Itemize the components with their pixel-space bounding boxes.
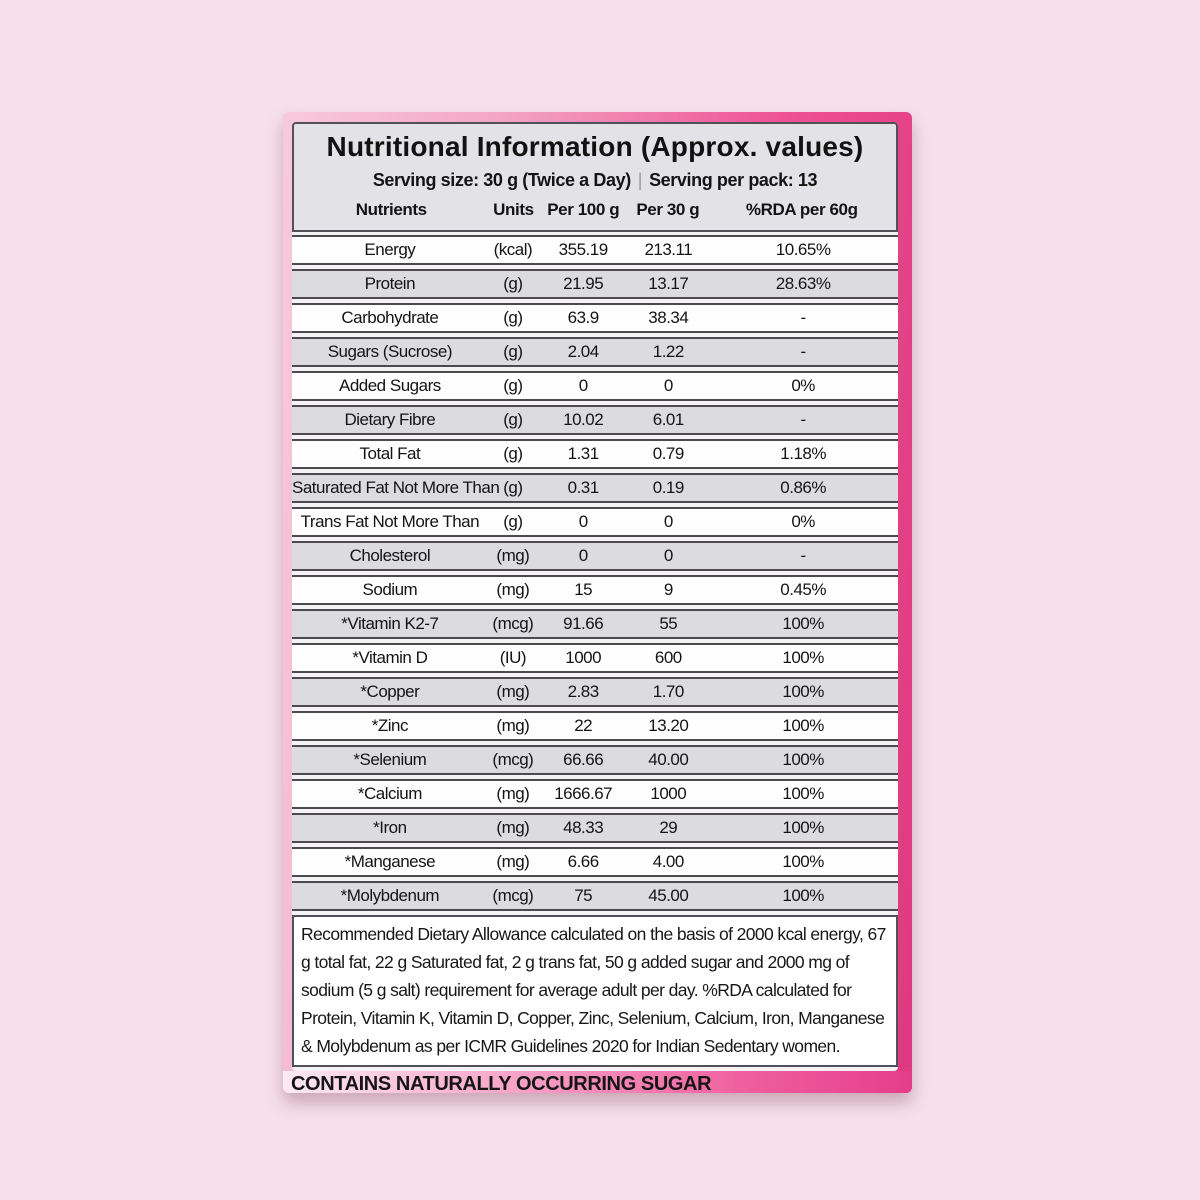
nutrient-name: Sugars (Sucrose) (327, 342, 452, 361)
rda-value: 100% (782, 886, 824, 905)
rda-value: 28.63% (775, 274, 831, 293)
nutrient-name: Total Fat (359, 444, 421, 463)
per-30g-value: 45.00 (648, 886, 689, 905)
rda-value: 100% (782, 682, 824, 701)
per-30g-value: 38.34 (648, 308, 689, 327)
table-row (292, 711, 898, 741)
rda-value: 100% (782, 648, 824, 667)
nutrient-units: (mg) (496, 682, 530, 701)
rda-value: 100% (782, 818, 824, 837)
table-row (292, 609, 898, 639)
per-100g-value: 0 (578, 546, 588, 565)
column-header-per-30g: Per 30 g (636, 200, 700, 219)
per-30g-value: 13.17 (648, 274, 689, 293)
table-row (292, 337, 898, 367)
rda-value: 0.45% (780, 580, 826, 599)
per-30g-value: 4.00 (652, 852, 684, 871)
per-30g-value: 9 (663, 580, 673, 599)
table-row (292, 575, 898, 605)
per-30g-value: 213.11 (644, 240, 693, 259)
nutrient-units: (g) (503, 308, 523, 327)
nutrient-name: Trans Fat Not More Than (300, 512, 480, 531)
per-30g-value: 1000 (650, 784, 687, 803)
table-row (292, 881, 898, 911)
nutrient-name: Sodium (362, 580, 418, 599)
serving-info (294, 170, 896, 191)
nutrient-name: *Calcium (357, 784, 422, 803)
rda-value: - (800, 342, 806, 361)
nutrient-units: (g) (503, 478, 523, 497)
column-header-per-100g: Per 100 g (547, 200, 620, 219)
nutrient-name: *Selenium (353, 750, 427, 769)
rda-value: 0% (791, 376, 815, 395)
column-header-nutrients: Nutrients (355, 200, 427, 219)
table-row (292, 439, 898, 469)
nutrient-units: (mcg) (492, 750, 534, 769)
rda-value: - (800, 308, 806, 327)
per-100g-value: 2.04 (567, 342, 599, 361)
per-30g-value: 1.22 (652, 342, 684, 361)
sugar-disclaimer-banner: CONTAINS NATURALLY OCCURRING SUGAR (283, 1071, 912, 1093)
nutrient-name: Carbohydrate (341, 308, 439, 327)
table-row (292, 235, 898, 265)
serving-per-pack: Serving per pack: 13 (649, 170, 818, 190)
title-block (292, 122, 898, 232)
rda-footnote: Recommended Dietary Allowance calculated on the basis of 2000 kcal energy, 67 g total fat, 22 g Saturated fat, 2 g trans fat, 50 g added sugar and 2000 mg of sodium (5 g salt) requirement for average adult per day. %RDA calculated for Protein, Vitamin K, Vitamin D, Copper, Zinc, Selenium, Calcium, Iron, Manganese & Molybdenum as per ICMR Guidelines 2020 for Indian Sedentary women. (292, 915, 898, 1067)
per-100g-value: 1666.67 (554, 784, 613, 803)
per-100g-value: 355.19 (558, 240, 608, 259)
per-100g-value: 0 (578, 512, 588, 531)
nutrient-units: (mcg) (492, 614, 534, 633)
nutrition-label-panel (283, 112, 912, 1093)
nutrient-name: *Iron (373, 818, 407, 837)
nutrient-name: *Vitamin K2-7 (341, 614, 439, 633)
nutrient-units: (IU) (499, 648, 527, 667)
per-30g-value: 40.00 (648, 750, 689, 769)
per-30g-value: 13.20 (648, 716, 689, 735)
serving-size: Serving size: 30 g (Twice a Day) (372, 170, 631, 190)
per-30g-value: 0 (663, 546, 673, 565)
per-100g-value: 21.95 (563, 274, 604, 293)
rda-value: 0.86% (780, 478, 826, 497)
nutrient-name: *Molybdenum (340, 886, 440, 905)
per-30g-value: 6.01 (652, 410, 684, 429)
table-row (292, 677, 898, 707)
nutrient-units: (mg) (496, 784, 530, 803)
per-100g-value: 0.31 (567, 478, 599, 497)
nutrient-units: (mcg) (492, 886, 534, 905)
per-100g-value: 22 (574, 716, 593, 735)
table-row (292, 269, 898, 299)
nutrient-name: Dietary Fibre (344, 410, 436, 429)
table-row (292, 813, 898, 843)
column-header-units: Units (493, 200, 534, 219)
per-100g-value: 48.33 (563, 818, 604, 837)
nutrient-units: (g) (503, 342, 523, 361)
nutrient-name: Protein (364, 274, 416, 293)
table-row (292, 779, 898, 809)
table-row (292, 541, 898, 571)
table-row (292, 473, 898, 503)
rda-value: 10.65% (775, 240, 831, 259)
table-row (292, 405, 898, 435)
nutrition-title: Nutritional Information (Approx. values) (326, 131, 864, 162)
rda-value: - (800, 410, 806, 429)
rda-value: 1.18% (780, 444, 826, 463)
nutrient-units: (g) (503, 274, 523, 293)
rda-value: 0% (791, 512, 815, 531)
table-row (292, 371, 898, 401)
per-30g-value: 0 (663, 512, 673, 531)
per-30g-value: 0.79 (652, 444, 684, 463)
per-100g-value: 10.02 (563, 410, 604, 429)
nutrient-name: Cholesterol (349, 546, 431, 565)
nutrient-name: *Vitamin D (352, 648, 428, 667)
rda-value: 100% (782, 614, 824, 633)
nutrient-units: (g) (503, 512, 523, 531)
nutrient-units: (kcal) (493, 240, 533, 259)
nutrient-units: (mg) (496, 546, 530, 565)
per-100g-value: 6.66 (567, 852, 599, 871)
nutrient-units: (g) (503, 444, 523, 463)
nutrient-units: (mg) (496, 580, 530, 599)
nutrient-name: Energy (364, 240, 416, 259)
nutrient-name: *Copper (360, 682, 420, 701)
nutrient-name: *Zinc (371, 716, 408, 735)
nutrient-name: Added Sugars (338, 376, 441, 395)
per-100g-value: 75 (574, 886, 593, 905)
per-100g-value: 1000 (565, 648, 602, 667)
nutrient-name: *Manganese (344, 852, 436, 871)
rda-value: 100% (782, 784, 824, 803)
per-30g-value: 55 (659, 614, 678, 633)
per-30g-value: 0 (663, 376, 673, 395)
nutrient-units: (g) (503, 410, 523, 429)
table-row (292, 745, 898, 775)
per-30g-value: 29 (659, 818, 678, 837)
per-100g-value: 15 (574, 580, 593, 599)
table-row (292, 507, 898, 537)
rda-value: 100% (782, 716, 824, 735)
table-row (292, 643, 898, 673)
nutrient-units: (g) (503, 376, 523, 395)
per-100g-value: 2.83 (567, 682, 599, 701)
per-100g-value: 63.9 (567, 308, 599, 327)
nutrient-name: Saturated Fat Not More Than (292, 478, 500, 497)
rda-value: 100% (782, 750, 824, 769)
per-30g-value: 1.70 (652, 682, 684, 701)
table-header-row (294, 200, 896, 220)
nutrients-table (292, 235, 898, 911)
per-30g-value: 600 (654, 648, 682, 667)
nutrient-units: (mg) (496, 852, 530, 871)
per-100g-value: 0 (578, 376, 588, 395)
per-100g-value: 91.66 (563, 614, 604, 633)
nutrient-units: (mg) (496, 716, 530, 735)
per-100g-value: 1.31 (567, 444, 599, 463)
serving-divider: | (637, 170, 643, 190)
table-row (292, 847, 898, 877)
column-header-rda: %RDA per 60g (745, 200, 858, 219)
rda-value: 100% (782, 852, 824, 871)
per-100g-value: 66.66 (563, 750, 604, 769)
per-30g-value: 0.19 (652, 478, 684, 497)
rda-value: - (800, 546, 806, 565)
nutrition-label-content (292, 122, 898, 1071)
table-row (292, 303, 898, 333)
nutrient-units: (mg) (496, 818, 530, 837)
